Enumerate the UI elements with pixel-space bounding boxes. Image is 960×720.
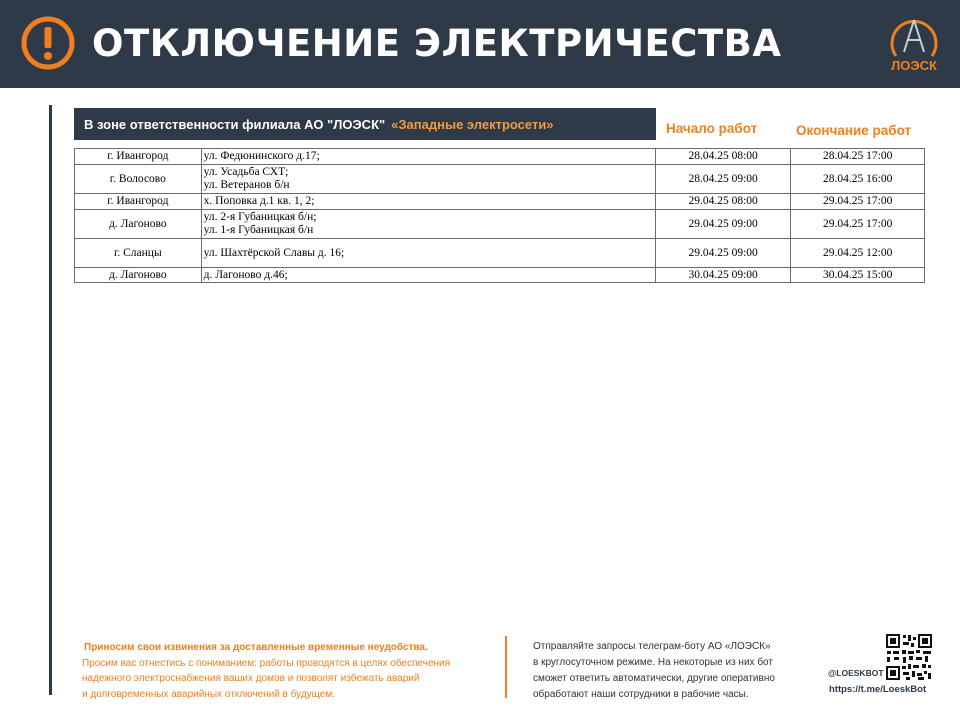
outage-table bbox=[74, 148, 925, 283]
start-cell: 30.04.25 09:00 bbox=[655, 268, 791, 283]
address-line: ул. 1-я Губаницкая б/н bbox=[203, 224, 314, 236]
bot-info-line: в круглосуточном режиме. На некоторые из них бот bbox=[533, 657, 773, 668]
address-line: х. Поповка д.1 кв. 1, 2; bbox=[203, 195, 315, 207]
apology-line: и долговременных аварийных отключений в будущем. bbox=[82, 688, 335, 700]
end-cell: 29.04.25 17:00 bbox=[791, 210, 925, 239]
apology-line: надежного электроснабжения ваших домов и позволят избежать аварий bbox=[82, 673, 420, 684]
start-cell: 28.04.25 08:00 bbox=[655, 149, 791, 165]
zone-prefix: В зоне ответственности филиала АО "ЛОЭСК" bbox=[84, 116, 386, 132]
end-cell: 30.04.25 15:00 bbox=[791, 268, 925, 283]
town-cell: г. Сланцы bbox=[75, 239, 202, 268]
start-cell: 28.04.25 09:00 bbox=[655, 165, 791, 194]
table-row bbox=[75, 194, 925, 210]
table-row bbox=[75, 239, 925, 268]
footer-divider bbox=[505, 636, 507, 698]
bot-info-line: обработают наши сотрудники в рабочие часы. bbox=[533, 689, 749, 700]
town-cell: д. Лагоново bbox=[75, 210, 202, 239]
address-line: ул. 2-я Губаницкая б/н; bbox=[203, 211, 317, 223]
address-cell bbox=[201, 239, 655, 268]
town-cell: д. Лагоново bbox=[75, 268, 202, 283]
bot-link[interactable]: https://t.me/LoeskBot bbox=[829, 684, 927, 695]
end-cell: 29.04.25 17:00 bbox=[791, 194, 925, 210]
column-header-end: Окончание работ bbox=[796, 123, 912, 138]
address-cell bbox=[201, 165, 655, 194]
column-header-start: Начало работ bbox=[666, 121, 758, 136]
apology-lead: Приносим свои извинения за доставленные временные неудобства. bbox=[84, 642, 428, 653]
start-cell: 29.04.25 09:00 bbox=[655, 210, 791, 239]
apology-line: Просим вас отнестись с пониманием: работы проводятся в целях обеспечения bbox=[82, 657, 451, 669]
zone-banner bbox=[74, 108, 656, 140]
end-cell: 29.04.25 12:00 bbox=[791, 239, 925, 268]
address-cell bbox=[201, 268, 655, 283]
page-title: ОТКЛЮЧЕНИЕ ЭЛЕКТРИЧЕСТВА bbox=[92, 22, 782, 65]
address-line: д. Лагоново д.46; bbox=[203, 268, 288, 281]
town-cell: г. Ивангород bbox=[75, 149, 202, 165]
address-line: ул. Ветеранов б/н bbox=[203, 179, 290, 191]
qr-code-icon[interactable] bbox=[885, 633, 933, 681]
town-cell: г. Ивангород bbox=[75, 194, 202, 210]
zone-branch: «Западные электросети» bbox=[391, 116, 554, 132]
address-line: ул. Усадьба СХТ; bbox=[203, 166, 289, 178]
address-cell bbox=[201, 194, 655, 210]
end-cell: 28.04.25 16:00 bbox=[791, 165, 925, 194]
bot-info-line: сможет ответить автоматически, другие оперативно bbox=[533, 673, 775, 684]
footer-bot-info bbox=[533, 639, 813, 703]
logo-text: ЛОЭСК bbox=[891, 58, 937, 73]
warning-icon bbox=[20, 15, 76, 71]
start-cell: 29.04.25 09:00 bbox=[655, 239, 791, 268]
header-bar bbox=[0, 0, 960, 88]
end-cell: 28.04.25 17:00 bbox=[791, 149, 925, 165]
address-line: ул. Федюнинского д.17; bbox=[203, 150, 320, 162]
table-row bbox=[75, 165, 925, 194]
address-cell bbox=[201, 149, 655, 165]
bot-info-line: Отправляйте запросы телеграм-боту АО «ЛОЭСК» bbox=[533, 641, 771, 652]
table-row bbox=[75, 149, 925, 165]
address-line: ул. Шахтёрской Славы д. 16; bbox=[203, 246, 345, 259]
left-accent-rule bbox=[49, 105, 52, 695]
town-cell: г. Волосово bbox=[75, 165, 202, 194]
table-row bbox=[75, 210, 925, 239]
bot-handle: @LOESKBOT bbox=[828, 668, 884, 678]
address-cell bbox=[201, 210, 655, 239]
footer-apology bbox=[82, 640, 492, 702]
table-row bbox=[75, 268, 925, 283]
start-cell: 29.04.25 08:00 bbox=[655, 194, 791, 210]
